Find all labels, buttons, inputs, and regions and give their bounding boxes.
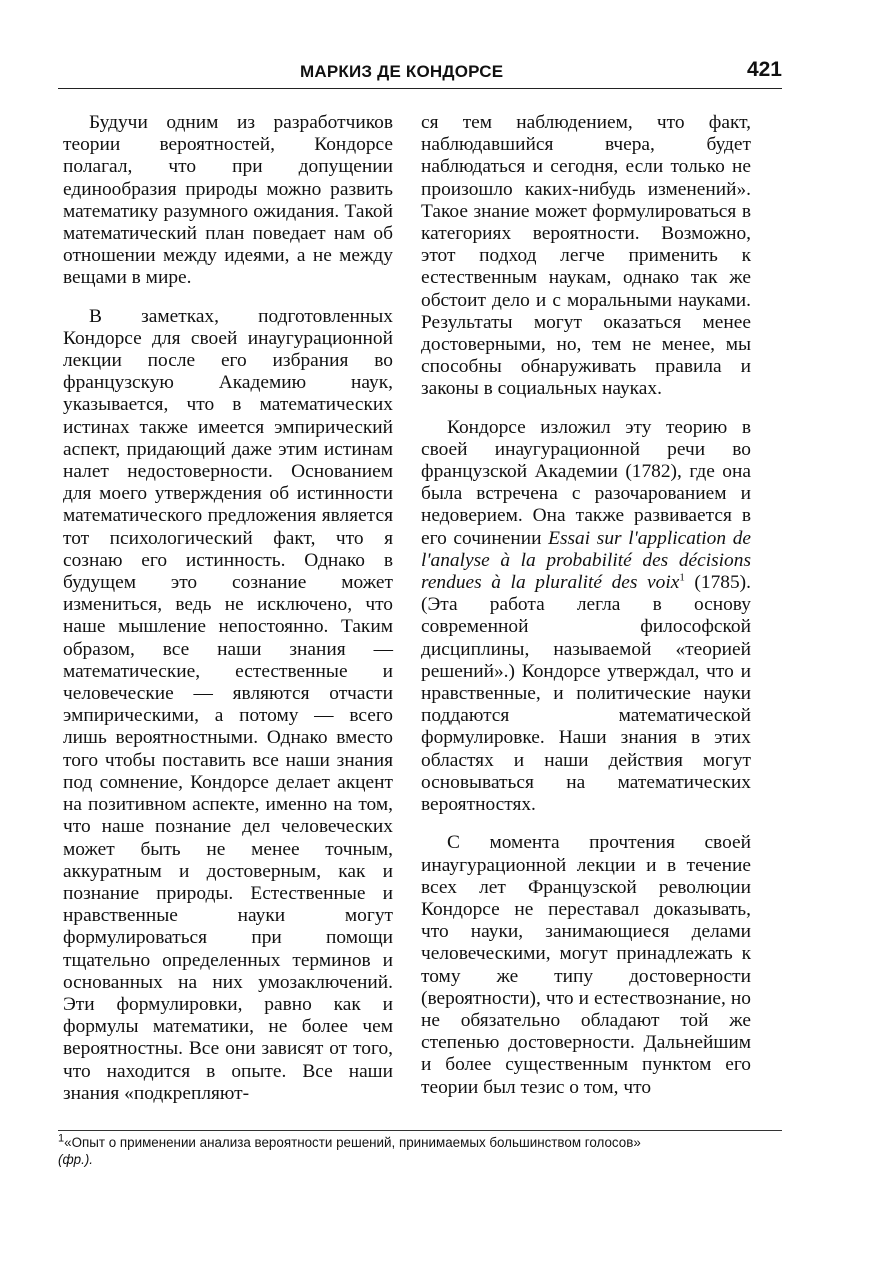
left-column — [63, 112, 393, 1105]
running-header-title: МАРКИЗ ДЕ КОНДОРСЕ — [300, 62, 504, 81]
paragraph: В заметках, подготовленных Кондорсе для своей инаугурационной лекции после его избрания во французскую Академию наук, указывается, что в математических истинах также имеется эмпирический аспект, придающий даже этим истинам налет недостоверности. Основанием для моего утверждения об истинности математического предложения является тот психологический факт, что я сознаю его истинность. Однако в будущем это сознание может измениться, ведь не исключено, что наше мышление непостоянно. Таким образом, все наши знания — математические, естественные и человеческие — являются отчасти эмпирическими, а потому — всего лишь вероятностными. Однако вместо того чтобы поставить все наши знания под сомнение, Кондорсе делает акцент на позитивном аспекте, именно на том, что наше познание дел человеческих может быть не менее точным, аккуратным и достоверным, как и познание природы. Естественные и нравственные науки могут формулироваться при помощи тщательно определенных терминов и основанных на них умозаключений. Эти формулировки, равно как и формулы математики, не более чем вероятностны. Все они зависят от того, что находится в опыте. Все наши знания «подкрепляют- — [63, 305, 393, 1104]
footnote-reference: 1 — [679, 571, 685, 584]
paragraph: Будучи одним из разработчиков теории вероятностей, Кондорсе полагал, что при допущении единообразия природы можно развить математику разумного ожидания. Такой математический план поведает нам об отношении между идеями, а не между вещами в мире. — [63, 112, 393, 289]
footnote-text: «Опыт о применении анализа вероятности решений, принимаемых большинством голосов» — [64, 1135, 641, 1150]
footnote-mark: 1 — [58, 1132, 65, 1145]
header-rule — [58, 88, 782, 89]
book-title: Essai sur l'application de l'analyse à la probabilité des décisions rendues à la pluralité des voix — [421, 527, 752, 594]
footnote-language-note: (фр.). — [58, 1152, 93, 1167]
footnote-rule — [58, 1130, 782, 1131]
paragraph: С момента прочтения своей инаугурационной лекции и в течение всех лет Французской революции Кондорсе не переставал доказывать, что науки, занимающиеся делами человеческими, могут принадлежать к тому же типу достоверности (вероятности), что и естествознание, но не обязательно обладают той же степенью достоверности. Дальнейшим и более существенным пунктом его теории был тезис о том, что — [421, 832, 751, 1098]
page-number: 421 — [746, 58, 782, 81]
paragraph-text: (1785). (Эта работа легла в основу современной философской дисциплины, называемой «теорией решений».) Кондорсе утверждал, что и нравственные, и политические науки поддаются математической формулировке. Наши знания в этих областях и наши действия могут основываться на математических вероятностях. — [421, 572, 751, 816]
paragraph-continuation: ся тем наблюдением, что факт, наблюдавшийся вчера, будет наблюдаться и сегодня, если только не произошло каких-нибудь изменений». Такое знание может формулироваться в категориях вероятности. Возможно, этот подход легче применить к естественным наукам, однако так же обстоит дело и с моральными науками. Результаты могут оказаться менее достоверными, но, тем не менее, мы способны обнаруживать правила и законы в социальных науках. — [421, 112, 751, 400]
right-column — [421, 112, 751, 1099]
paragraph — [421, 417, 751, 817]
paragraph-text: Кондорсе изложил эту теорию в своей инаугурационной речи во французской Академии (1782), где она была встречена с разочарованием и недоверием. Она также развивается в его сочинении — [421, 416, 751, 549]
footnote — [58, 1134, 782, 1168]
